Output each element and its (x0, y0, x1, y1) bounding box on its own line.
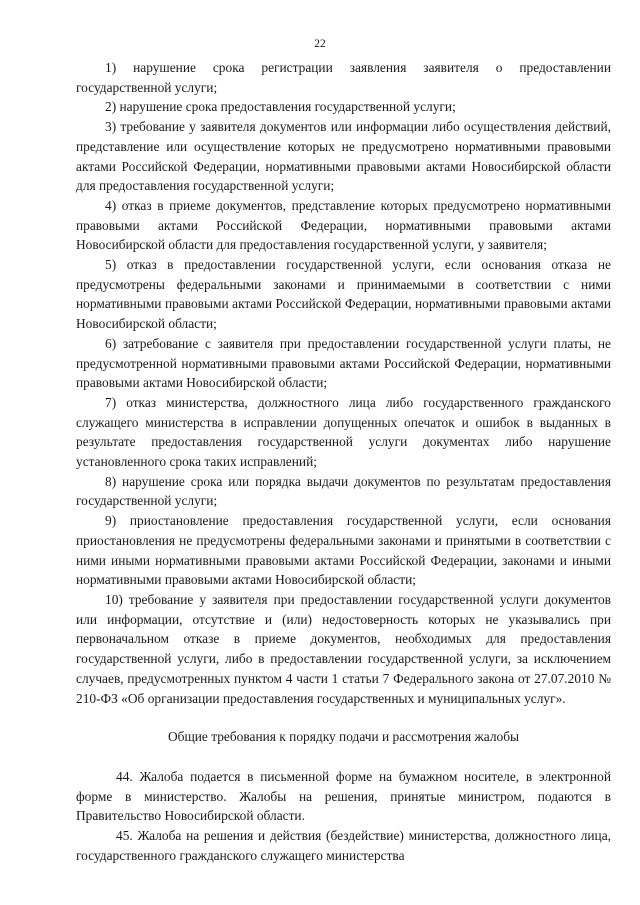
list-item: 8) нарушение срока или порядка выдачи документов по результатам предоставления государственной услуги; (76, 473, 611, 509)
list-item: 7) отказ министерства, должностного лица либо государственного гражданского служащего министерства в исправлении допущенных опечаток и ошибок в выданных в результате предоставления государственной услуги документах либо нарушение установленного срока таких исправлений; (76, 394, 611, 470)
paragraph: 44. Жалоба подается в письменной форме на бумажном носителе, в электронной форме в министерство. Жалобы на решения, принятые министром, подаются в Правительство Новосибирской области. (76, 768, 611, 824)
list-item: 3) требование у заявителя документов или информации либо осуществления действий, представление или осуществление которых не предусмотрено нормативными правовыми актами Российской Федерации, нормативными правовыми актами Новосибирской области для предоставления государственной услуги; (76, 119, 611, 194)
list-item: 5) отказ в предоставлении государственной услуги, если основания отказа не предусмотрены федеральными законами и принимаемыми в соответствии с ними нормативными правовыми актами Российской Федерации, нормативными правовыми актами Новосибирской области; (76, 257, 611, 332)
paragraph: 45. Жалоба на решения и действия (бездействие) министерства, должностного лица, государственного гражданского служащего министерства (76, 828, 611, 863)
list-item: 9) приостановление предоставления государственной услуги, если основания приостановления не предусмотрены федеральными законами и принятыми в соответствии с ними иными нормативными правовыми актами Российской Федерации, законами и иными нормативными правовыми актами Новосибирской области; (76, 513, 611, 588)
list-item: 6) затребование с заявителя при предоставлении государственной услуги платы, не предусмотренной нормативными правовыми актами Российской Федерации, нормативными правовыми актами Новосибирской области; (76, 335, 611, 391)
list-item: 10) требование у заявителя при предоставлении государственной услуги документов или информации, отсутствие и (или) недостоверность которых не указывались при первоначальном отказе в приеме документов, необходимых для предоставления государственной услуги, либо в предоставлении государственной услуги, за исключением случаев, предусмотренных пунктом 4 части 1 статьи 7 Федерального закона от 27.07.2010 № 210-ФЗ «Об организации предоставления государственных и муниципальных услуг». (76, 591, 611, 706)
list-item: 1) нарушение срока регистрации заявления заявителя о предоставлении государственной услуги; (76, 60, 611, 95)
list-item: 4) отказ в приеме документов, представление которых предусмотрено нормативными правовыми актами Российской Федерации, нормативными правовыми актами Новосибирской области для предоставления государственной услуги, у заявителя; (76, 197, 611, 253)
document-body (76, 58, 611, 865)
list-item: 2) нарушение срока предоставления государственной услуги; (105, 99, 456, 115)
section-heading: Общие требования к порядку подачи и рассмотрения жалобы (167, 729, 520, 745)
page-number: 22 (314, 38, 326, 50)
